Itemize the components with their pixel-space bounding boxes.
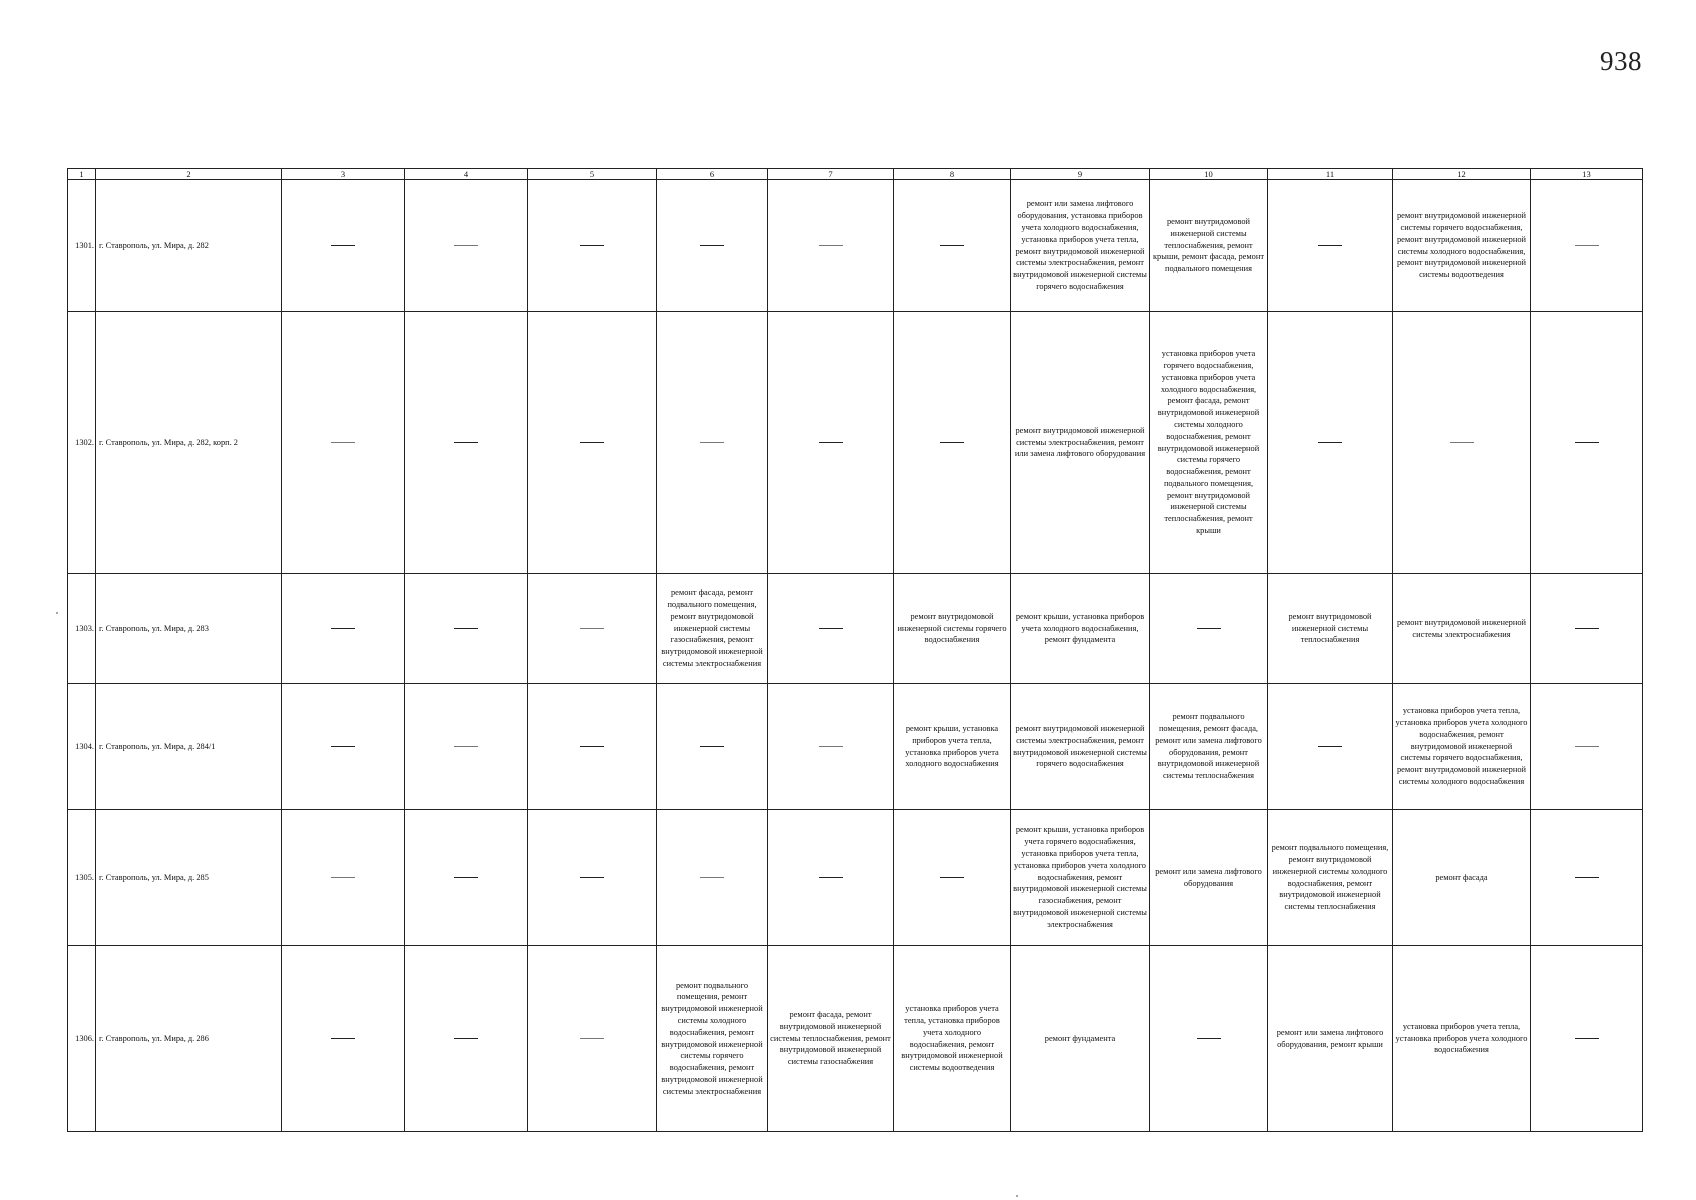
column-number: 3	[282, 169, 405, 180]
dash-mark	[1450, 442, 1474, 443]
dash-mark	[819, 746, 843, 747]
empty-cell	[528, 810, 657, 946]
works-cell: установка приборов учета тепла, установка приборов учета холодного водоснабжения, ремонт внутридомовой инженерной системы горячего водоснабжения, ремонт внутридомовой инженерной системы холодного водоснабжения	[1393, 684, 1531, 810]
empty-cell	[405, 180, 528, 312]
works-cell: ремонт подвального помещения, ремонт фасада, ремонт или замена лифтового оборудования, ремонт внутридомовой инженерной системы теплоснабжения	[1150, 684, 1268, 810]
dash-mark	[1575, 746, 1599, 747]
dash-mark	[819, 877, 843, 878]
empty-cell	[894, 180, 1011, 312]
column-number: 8	[894, 169, 1011, 180]
works-cell: ремонт фасада	[1393, 810, 1531, 946]
empty-cell	[657, 180, 768, 312]
works-cell: ремонт внутридомовой инженерной системы горячего водоснабжения	[894, 574, 1011, 684]
dash-mark	[700, 877, 724, 878]
works-cell: ремонт или замена лифтового оборудования, ремонт крыши	[1268, 946, 1393, 1132]
column-number: 9	[1011, 169, 1150, 180]
column-number: 2	[96, 169, 282, 180]
empty-cell	[282, 180, 405, 312]
row-number: 1304.	[68, 684, 96, 810]
empty-cell	[528, 180, 657, 312]
dash-mark	[1575, 442, 1599, 443]
empty-cell	[282, 946, 405, 1132]
dash-mark	[331, 1038, 355, 1039]
empty-cell	[1531, 574, 1643, 684]
row-number: 1306.	[68, 946, 96, 1132]
dash-mark	[454, 1038, 478, 1039]
empty-cell	[657, 312, 768, 574]
works-cell: ремонт подвального помещения, ремонт внутридомовой инженерной системы холодного водоснабжения, ремонт внутридомовой инженерной системы теплоснабжения	[1268, 810, 1393, 946]
works-cell: ремонт подвального помещения, ремонт внутридомовой инженерной системы холодного водоснабжения, ремонт внутридомовой инженерной системы горячего водоснабжения, ремонт внутридомовой инженерной системы электроснабжения	[657, 946, 768, 1132]
address-cell: г. Ставрополь, ул. Мира, д. 282	[96, 180, 282, 312]
empty-cell	[528, 312, 657, 574]
dash-mark	[1197, 1038, 1221, 1039]
address-cell: г. Ставрополь, ул. Мира, д. 282, корп. 2	[96, 312, 282, 574]
works-cell: ремонт или замена лифтового оборудования	[1150, 810, 1268, 946]
works-cell: ремонт фасада, ремонт подвального помещения, ремонт внутридомовой инженерной системы газоснабжения, ремонт внутридомовой инженерной системы электроснабжения	[657, 574, 768, 684]
dash-mark	[331, 442, 355, 443]
works-cell: ремонт внутридомовой инженерной системы электроснабжения, ремонт или замена лифтового оборудования	[1011, 312, 1150, 574]
capital-repair-schedule-table	[67, 168, 1643, 1132]
empty-cell	[768, 684, 894, 810]
empty-cell	[282, 312, 405, 574]
scan-speck	[1016, 1195, 1018, 1197]
column-number: 7	[768, 169, 894, 180]
works-cell: ремонт внутридомовой инженерной системы теплоснабжения, ремонт крыши, ремонт фасада, ремонт подвального помещения	[1150, 180, 1268, 312]
empty-cell	[1150, 574, 1268, 684]
column-number-row	[68, 169, 1643, 180]
dash-mark	[454, 877, 478, 878]
dash-mark	[580, 628, 604, 629]
empty-cell	[768, 810, 894, 946]
empty-cell	[282, 574, 405, 684]
dash-mark	[331, 877, 355, 878]
empty-cell	[1531, 946, 1643, 1132]
dash-mark	[819, 628, 843, 629]
empty-cell	[1268, 684, 1393, 810]
empty-cell	[1268, 312, 1393, 574]
dash-mark	[819, 245, 843, 246]
empty-cell	[528, 574, 657, 684]
empty-cell	[1531, 810, 1643, 946]
works-cell: ремонт крыши, установка приборов учета холодного водоснабжения, ремонт фундамента	[1011, 574, 1150, 684]
works-cell: ремонт фасада, ремонт внутридомовой инженерной системы теплоснабжения, ремонт внутридомовой инженерной системы газоснабжения	[768, 946, 894, 1132]
row-number: 1303.	[68, 574, 96, 684]
dash-mark	[454, 628, 478, 629]
row-number: 1301.	[68, 180, 96, 312]
works-cell: ремонт фундамента	[1011, 946, 1150, 1132]
empty-cell	[1393, 312, 1531, 574]
dash-mark	[331, 746, 355, 747]
works-cell: ремонт крыши, установка приборов учета горячего водоснабжения, установка приборов учета тепла, установка приборов учета холодного водоснабжения, ремонт внутридомовой инженерной системы газоснабжения, ремонт внутридомовой инженерной системы электроснабжения	[1011, 810, 1150, 946]
dash-mark	[1197, 628, 1221, 629]
dash-mark	[1318, 746, 1342, 747]
empty-cell	[768, 574, 894, 684]
address-cell: г. Ставрополь, ул. Мира, д. 285	[96, 810, 282, 946]
dash-mark	[1575, 245, 1599, 246]
empty-cell	[405, 684, 528, 810]
empty-cell	[1531, 312, 1643, 574]
dash-mark	[940, 245, 964, 246]
column-number: 12	[1393, 169, 1531, 180]
column-number: 11	[1268, 169, 1393, 180]
dash-mark	[700, 746, 724, 747]
table-row	[68, 810, 1643, 946]
dash-mark	[1575, 877, 1599, 878]
column-number: 5	[528, 169, 657, 180]
dash-mark	[700, 245, 724, 246]
dash-mark	[580, 442, 604, 443]
page-number: 938	[1600, 46, 1642, 76]
column-number: 4	[405, 169, 528, 180]
works-cell: ремонт внутридомовой инженерной системы горячего водоснабжения, ремонт внутридомовой инженерной системы холодного водоснабжения, ремонт внутридомовой инженерной системы водоотведения	[1393, 180, 1531, 312]
dash-mark	[940, 442, 964, 443]
works-cell: ремонт крыши, установка приборов учета тепла, установка приборов учета холодного водоснабжения	[894, 684, 1011, 810]
dash-mark	[819, 442, 843, 443]
column-number: 1	[68, 169, 96, 180]
table-row	[68, 180, 1643, 312]
table-row	[68, 574, 1643, 684]
works-cell: ремонт внутридомовой инженерной системы электроснабжения, ремонт внутридомовой инженерной системы горячего водоснабжения	[1011, 684, 1150, 810]
dash-mark	[331, 245, 355, 246]
empty-cell	[282, 684, 405, 810]
column-number: 6	[657, 169, 768, 180]
works-cell: ремонт внутридомовой инженерной системы теплоснабжения	[1268, 574, 1393, 684]
dash-mark	[1575, 1038, 1599, 1039]
dash-mark	[700, 442, 724, 443]
row-number: 1305.	[68, 810, 96, 946]
works-cell: установка приборов учета тепла, установка приборов учета холодного водоснабжения	[1393, 946, 1531, 1132]
address-cell: г. Ставрополь, ул. Мира, д. 284/1	[96, 684, 282, 810]
dash-mark	[940, 877, 964, 878]
column-number: 10	[1150, 169, 1268, 180]
dash-mark	[580, 1038, 604, 1039]
works-cell: установка приборов учета горячего водоснабжения, установка приборов учета холодного водоснабжения, ремонт фасада, ремонт внутридомовой инженерной системы холодного водоснабжения, ремонт внутридомовой инженерной системы горячего водоснабжения, ремонт подвального помещения, ремонт внутридомовой инженерной системы теплоснабжения, ремонт крыши	[1150, 312, 1268, 574]
empty-cell	[657, 684, 768, 810]
dash-mark	[454, 746, 478, 747]
dash-mark	[454, 442, 478, 443]
empty-cell	[528, 946, 657, 1132]
table-row	[68, 684, 1643, 810]
address-cell: г. Ставрополь, ул. Мира, д. 283	[96, 574, 282, 684]
row-number: 1302.	[68, 312, 96, 574]
empty-cell	[405, 312, 528, 574]
works-cell: ремонт или замена лифтового оборудования, установка приборов учета холодного водоснабжения, установка приборов учета тепла, ремонт внутридомовой инженерной системы электроснабжения, ремонт внутридомовой инженерной системы горячего водоснабжения	[1011, 180, 1150, 312]
dash-mark	[1318, 442, 1342, 443]
column-number: 13	[1531, 169, 1643, 180]
table-row	[68, 312, 1643, 574]
dash-mark	[580, 877, 604, 878]
empty-cell	[1268, 180, 1393, 312]
address-cell: г. Ставрополь, ул. Мира, д. 286	[96, 946, 282, 1132]
empty-cell	[1150, 946, 1268, 1132]
dash-mark	[1318, 245, 1342, 246]
empty-cell	[894, 810, 1011, 946]
empty-cell	[282, 810, 405, 946]
dash-mark	[1575, 628, 1599, 629]
dash-mark	[580, 746, 604, 747]
empty-cell	[528, 684, 657, 810]
empty-cell	[894, 312, 1011, 574]
empty-cell	[1531, 684, 1643, 810]
empty-cell	[405, 810, 528, 946]
empty-cell	[1531, 180, 1643, 312]
dash-mark	[454, 245, 478, 246]
dash-mark	[580, 245, 604, 246]
empty-cell	[657, 810, 768, 946]
empty-cell	[405, 574, 528, 684]
scan-speck	[56, 612, 58, 614]
empty-cell	[768, 180, 894, 312]
works-cell: ремонт внутридомовой инженерной системы электроснабжения	[1393, 574, 1531, 684]
table-row	[68, 946, 1643, 1132]
empty-cell	[768, 312, 894, 574]
dash-mark	[331, 628, 355, 629]
empty-cell	[405, 946, 528, 1132]
works-cell: установка приборов учета тепла, установка приборов учета холодного водоснабжения, ремонт внутридомовой инженерной системы водоотведения	[894, 946, 1011, 1132]
